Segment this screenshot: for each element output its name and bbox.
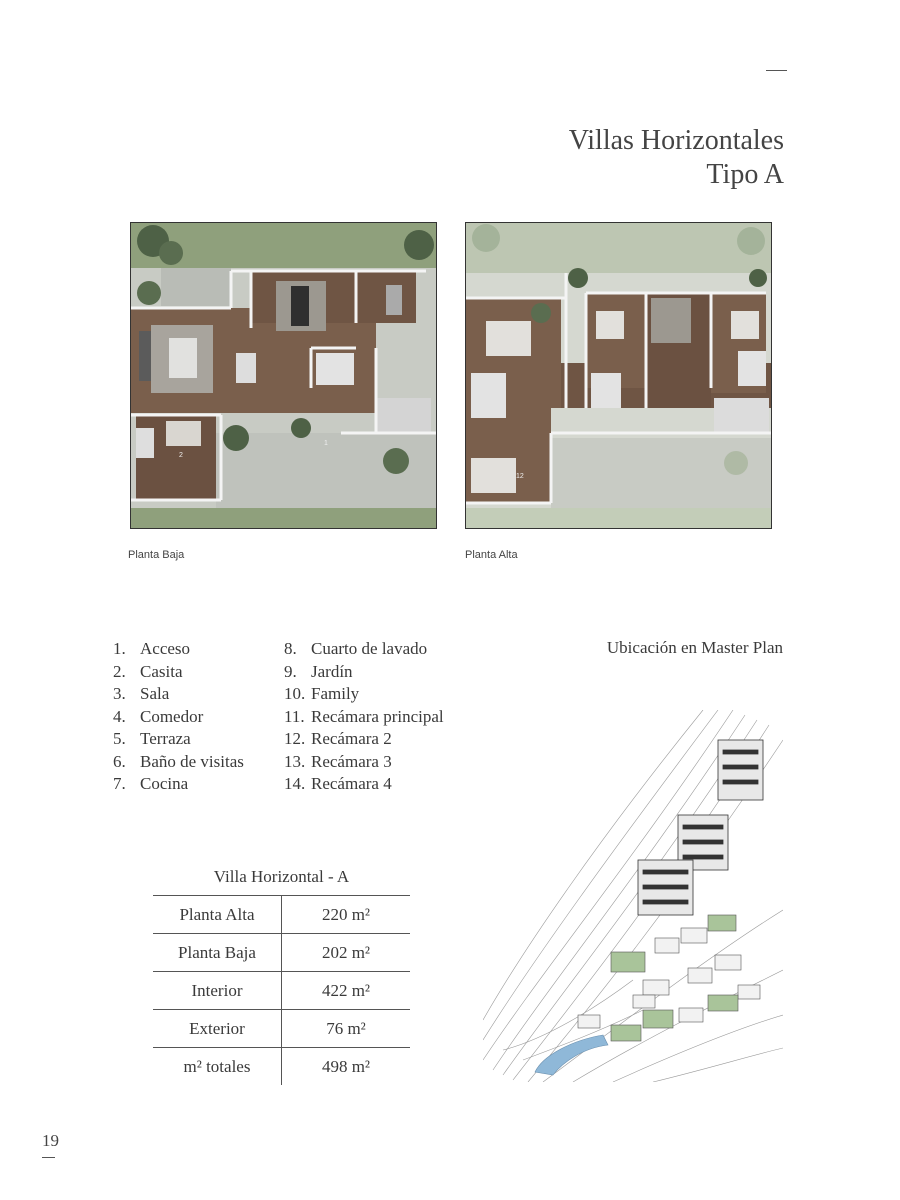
floor-plan-upper bbox=[465, 222, 772, 529]
area-table-title: Villa Horizontal - A bbox=[213, 867, 350, 886]
area-value: 422 m² bbox=[282, 972, 411, 1010]
legend-item: 2. Casita bbox=[113, 661, 183, 681]
table-row bbox=[153, 1010, 410, 1048]
legend-column-1 bbox=[113, 638, 244, 796]
floor-plan-ground bbox=[130, 222, 437, 529]
area-value: 76 m² bbox=[282, 1010, 411, 1048]
area-label: Exterior bbox=[153, 1010, 282, 1048]
table-row bbox=[153, 934, 410, 972]
legend-item: 10. Family bbox=[284, 684, 360, 703]
area-value: 498 m² bbox=[282, 1048, 411, 1086]
title-line-1: Villas Horizontales bbox=[568, 125, 784, 156]
legend-item: 9. Jardín bbox=[284, 661, 353, 681]
legend-item: 13. Recámara 3 bbox=[284, 751, 392, 771]
area-label: Planta Baja bbox=[153, 934, 282, 972]
table-row bbox=[153, 972, 410, 1010]
room-label-2: 2 bbox=[179, 452, 183, 459]
page-title bbox=[569, 124, 784, 192]
floor-plan-upper-drawing bbox=[466, 223, 771, 528]
table-row bbox=[153, 896, 410, 934]
legend-item: 4. Comedor bbox=[113, 706, 204, 726]
floor-plan-ground-drawing bbox=[131, 223, 436, 528]
area-label: m² totales bbox=[153, 1048, 282, 1086]
room-label-12: 12 bbox=[516, 473, 524, 480]
legend-item: 8. Cuarto de lavado bbox=[284, 639, 428, 658]
legend-item: 12. Recámara 2 bbox=[284, 729, 392, 748]
area-value: 220 m² bbox=[282, 896, 411, 934]
area-label: Planta Alta bbox=[153, 896, 282, 934]
master-plan-drawing bbox=[483, 710, 783, 1082]
master-plan-image bbox=[483, 710, 783, 1082]
top-rule bbox=[766, 70, 787, 71]
table-row bbox=[153, 1048, 410, 1086]
master-plan-label: Ubicación en Master Plan bbox=[606, 638, 783, 657]
legend-item: 14. Recámara 4 bbox=[284, 774, 392, 793]
legend-item: 5. Terraza bbox=[113, 729, 191, 748]
legend-item: 3. Sala bbox=[113, 684, 170, 703]
caption-planta-baja: Planta Baja bbox=[128, 549, 185, 561]
legend-item: 7. Cocina bbox=[113, 774, 189, 793]
legend-item: 6. Baño de visitas bbox=[113, 751, 244, 771]
page-number-rule bbox=[42, 1157, 55, 1158]
area-table bbox=[153, 895, 410, 1085]
legend-item: 1. Acceso bbox=[113, 639, 191, 658]
page-number: 19 bbox=[42, 1131, 59, 1150]
area-value: 202 m² bbox=[282, 934, 411, 972]
legend-item: 11. Recámara principal bbox=[284, 706, 444, 726]
title-line-2: Tipo A bbox=[706, 159, 784, 190]
room-label-1: 1 bbox=[324, 440, 328, 447]
legend-column-2 bbox=[284, 638, 444, 796]
area-label: Interior bbox=[153, 972, 282, 1010]
caption-planta-alta: Planta Alta bbox=[465, 549, 518, 561]
